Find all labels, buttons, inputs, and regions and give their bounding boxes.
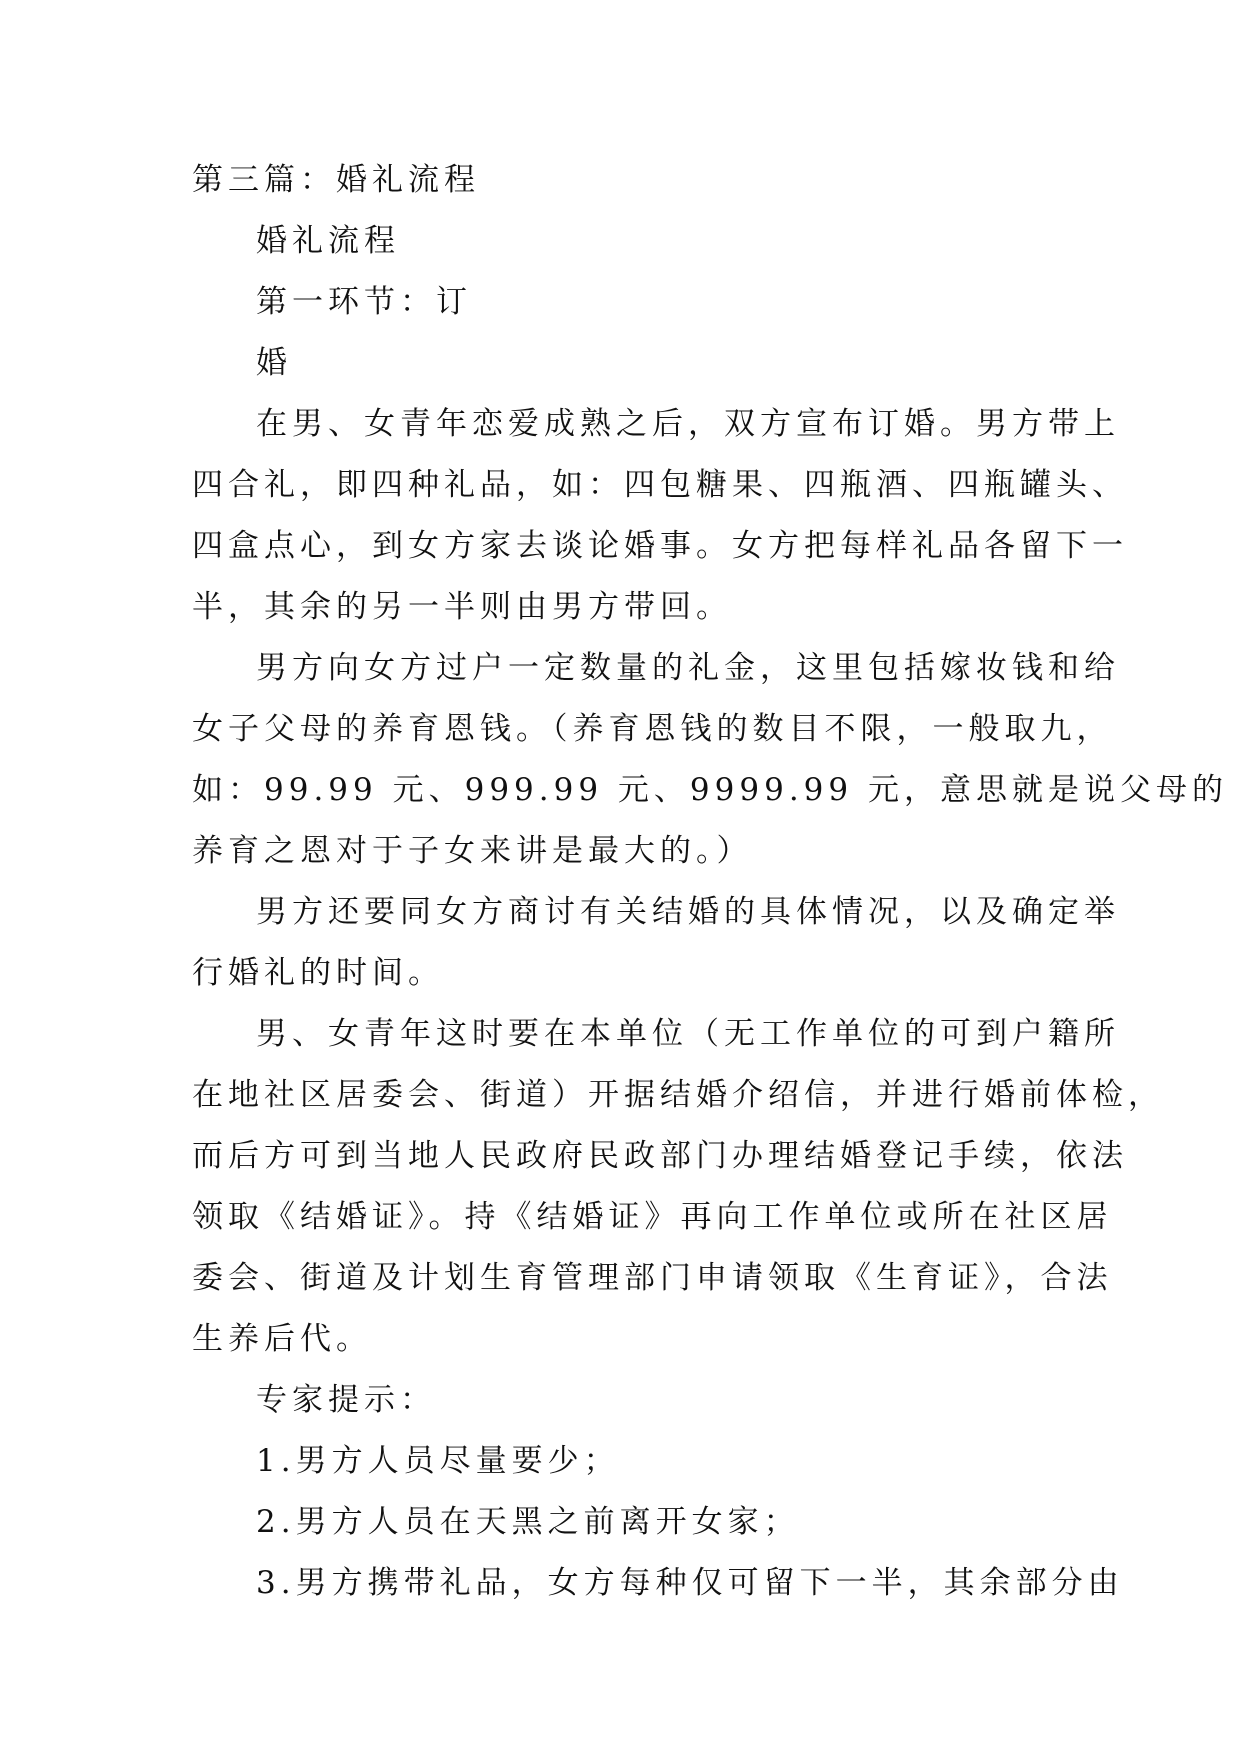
document-body (192, 150, 1228, 1614)
tip-item: 2.男方人员在天黑之前离开女家； (256, 1504, 800, 1540)
paragraph-line: 在男、女青年恋爱成熟之后，双方宣布订婚。男方带上 (256, 406, 1120, 442)
paragraph-line: 生养后代。 (192, 1321, 372, 1357)
paragraph-line: 四盒点心，到女方家去谈论婚事。女方把每样礼品各留下一 (192, 528, 1128, 564)
paragraph-line: 男、女青年这时要在本单位（无工作单位的可到户籍所 (256, 1016, 1120, 1052)
paragraph-line: 在地社区居委会、街道）开据结婚介绍信，并进行婚前体检， (192, 1077, 1164, 1113)
section-title: 第三篇：婚礼流程 (192, 162, 480, 198)
paragraph-line: 养育之恩对于子女来讲是最大的。） (192, 833, 753, 869)
paragraph-line: 四合礼，即四种礼品，如：四包糖果、四瓶酒、四瓶罐头、 (192, 467, 1128, 503)
paragraph-line: 半，其余的另一半则由男方带回。 (192, 589, 732, 625)
tip-item: 1.男方人员尽量要少； (256, 1443, 620, 1479)
paragraph-line: 行婚礼的时间。 (192, 955, 444, 991)
paragraph-line: 如：99.99 元、999.99 元、9999.99 元，意思就是说父母的 (192, 772, 1228, 808)
document-subheading: 第一环节：订 (256, 284, 472, 320)
document-heading: 婚礼流程 (256, 223, 400, 259)
paragraph-line: 委会、街道及计划生育管理部门申请领取《生育证》，合法 (192, 1260, 1113, 1296)
paragraph-line: 而后方可到当地人民政府民政部门办理结婚登记手续，依法 (192, 1138, 1128, 1174)
document-subheading-continuation: 婚 (256, 345, 292, 381)
paragraph-line: 女子父母的养育恩钱。（养育恩钱的数目不限，一般取九， (192, 711, 1113, 747)
tips-heading: 专家提示： (256, 1382, 436, 1418)
tip-item: 3.男方携带礼品，女方每种仅可留下一半，其余部分由 (256, 1565, 1124, 1601)
paragraph-line: 领取《结婚证》。持《结婚证》再向工作单位或所在社区居 (192, 1199, 1113, 1235)
paragraph-line: 男方向女方过户一定数量的礼金，这里包括嫁妆钱和给 (256, 650, 1120, 686)
paragraph-line: 男方还要同女方商讨有关结婚的具体情况，以及确定举 (256, 894, 1120, 930)
